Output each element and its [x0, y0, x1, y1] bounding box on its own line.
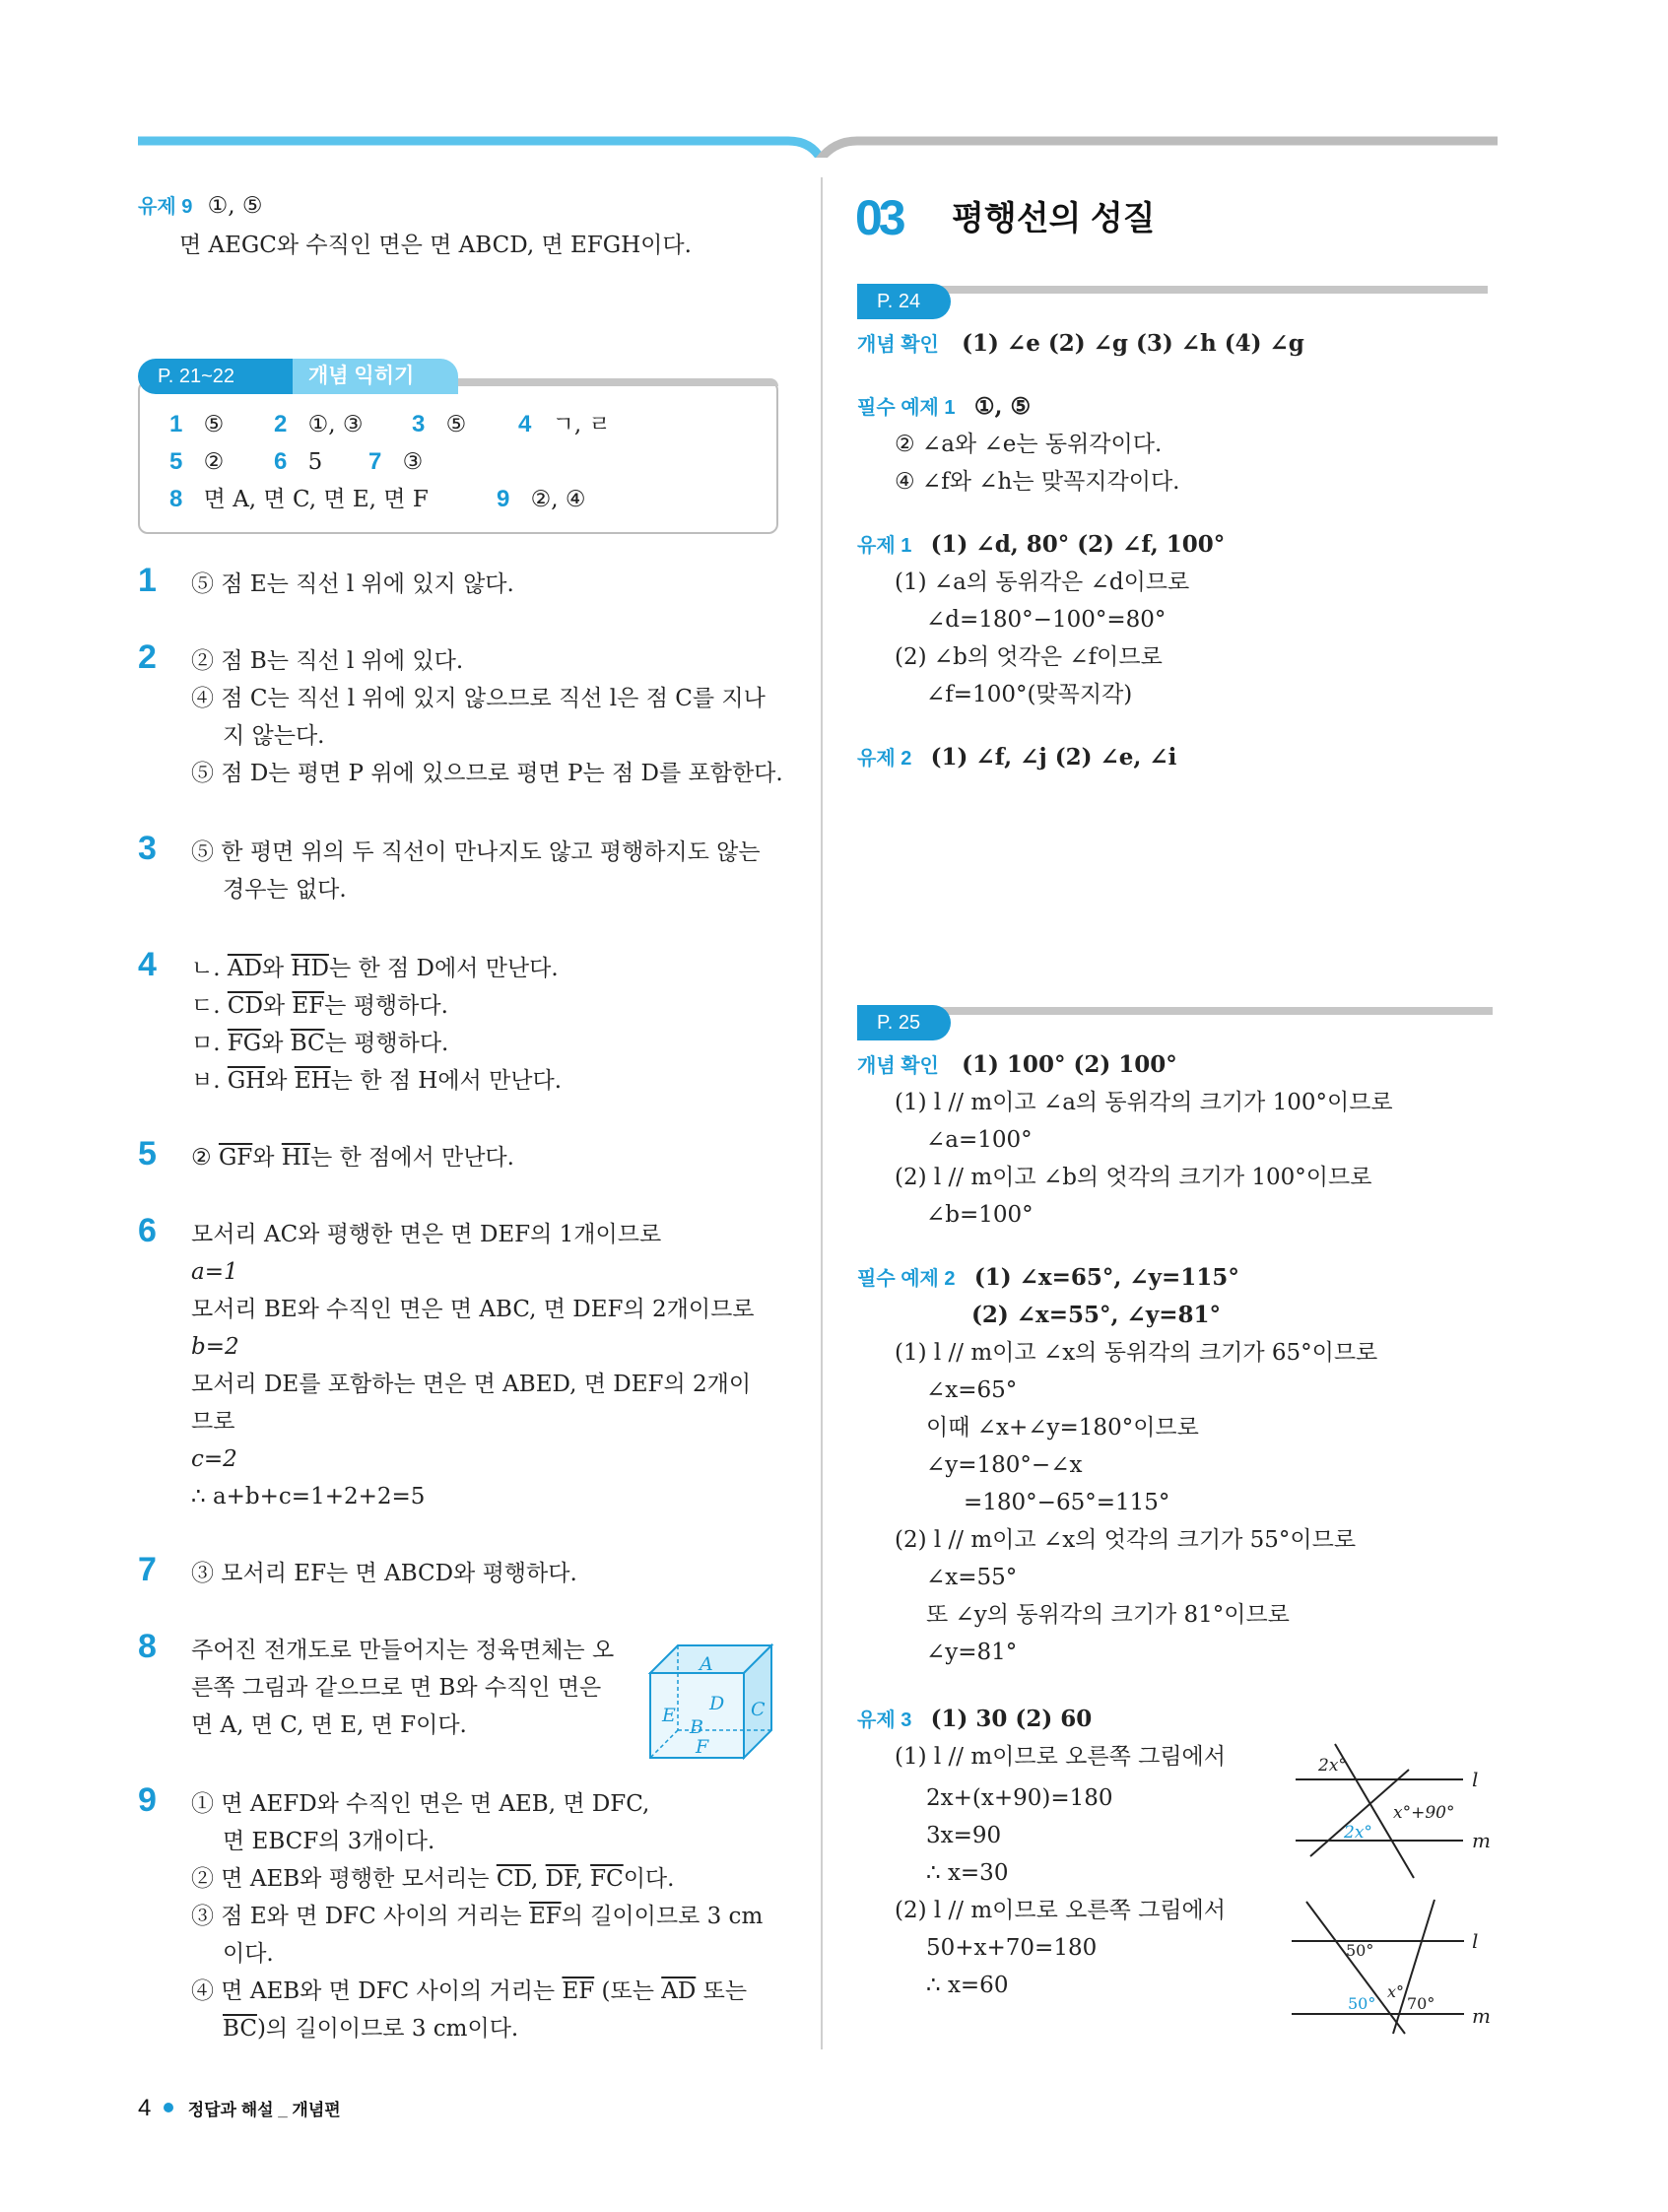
cube-figure [648, 1643, 774, 1762]
p25-concept [857, 1048, 1177, 1083]
concept-label: 개념 확인 [857, 1055, 939, 1077]
segment: $\overline{AD}$ [661, 1978, 697, 2004]
q2-line: ② 점 B는 직선 l 위에 있다. [191, 648, 464, 674]
q4-text: 는 한 점 D에서 만난다. [328, 956, 559, 981]
y9-label: 유제 9 [138, 196, 193, 218]
y9-header [138, 189, 263, 224]
question-number: 7 [138, 1551, 157, 1588]
line-label: m [1472, 2004, 1491, 2028]
practice-item-3 [412, 408, 466, 441]
y3-header [857, 1703, 1092, 1737]
practice-num: 8 [169, 486, 183, 512]
q5-marker: ② [191, 1145, 212, 1171]
segment: $\overline{FG}$ [227, 1031, 262, 1056]
line-label: m [1472, 1829, 1491, 1852]
footer [138, 2095, 341, 2122]
y2-header [857, 741, 1176, 775]
segment: $\overline{DF}$ [545, 1866, 576, 1892]
section-title: 평행선의 성질 [952, 200, 1156, 237]
y3-line: 3x=90 [926, 1823, 1002, 1848]
ex2-line: =180°−65°=115° [964, 1490, 1170, 1515]
practice-pages-pill [138, 359, 300, 394]
y3-line: (1) l // m이므로 오른쪽 그림에서 [895, 1744, 1226, 1770]
q4-line-b [191, 989, 448, 1023]
y1-line: (1) ∠a의 동위각은 ∠d이므로 [895, 570, 1190, 595]
y2-label: 유제 2 [857, 748, 912, 770]
ex2-line: 또 ∠y의 동위각의 크기가 81°이므로 [926, 1602, 1290, 1628]
segment: $\overline{EF}$ [562, 1978, 595, 2004]
y3-line: 50+x+70=180 [926, 1935, 1098, 1961]
line-symbol: $\overline{HI}$ [281, 1145, 310, 1171]
y1-answer: (1) ∠d, 80° (2) ∠f, 100° [930, 531, 1226, 558]
cube-label: D [709, 1693, 725, 1714]
y9-text: 면 AEGC와 수직인 면은 면 ABCD, 면 EFGH이다. [179, 233, 692, 258]
q2-line: 지 않는다. [223, 723, 325, 749]
cube-label: E [662, 1705, 676, 1726]
q1-line: ⑤ 점 E는 직선 l 위에 있지 않다. [191, 571, 514, 597]
q4-marker: ㄴ. [191, 956, 221, 981]
parallel-lines-figure-1 [1291, 1742, 1507, 1880]
practice-tab-label: 개념 익히기 [308, 365, 415, 387]
y1-line: ∠f=100°(맞꼭지각) [926, 682, 1133, 707]
q6-line: 모서리 BE와 수직인 면은 면 ABC, 면 DEF의 2개이므로 [191, 1297, 755, 1322]
q9-text: (또는 [594, 1978, 662, 2004]
q9-text: 의 길이이므로 3 cm [561, 1904, 764, 1929]
practice-box-topbar [453, 378, 778, 386]
parallel-lines-figure-2 [1287, 1896, 1507, 2036]
question-number: 6 [138, 1212, 157, 1249]
segment: $\overline{EH}$ [294, 1068, 331, 1094]
ex2-answer: (2) ∠x=55°, ∠y=81° [971, 1302, 1221, 1328]
section-number: 03 [855, 190, 902, 245]
q4-conj: 와 [265, 1068, 288, 1094]
page-number: 4 [138, 2095, 152, 2121]
practice-tab [293, 359, 458, 394]
q2-line: ④ 점 C는 직선 l 위에 있지 않으므로 직선 l은 점 C를 지나 [191, 686, 766, 711]
ex1-line: ② ∠a와 ∠e는 동위각이다. [895, 432, 1163, 457]
practice-ans: ② [203, 449, 225, 475]
question-number: 3 [138, 830, 157, 867]
q4-text: 는 평행하다. [324, 1031, 449, 1056]
y2-answer: (1) ∠f, ∠j (2) ∠e, ∠i [930, 744, 1177, 771]
q9-line [191, 1975, 747, 2008]
practice-ans: 면 A, 면 C, 면 E, 면 F [203, 487, 429, 512]
column-divider [821, 177, 823, 2049]
y9-answer: ①, ⑤ [207, 193, 263, 219]
q9-comma: , [531, 1866, 546, 1892]
q9-line [191, 1900, 763, 1933]
q7-line: ③ 모서리 EF는 면 ABCD와 평행하다. [191, 1561, 577, 1586]
q9-line: ① 면 AEFD와 수직인 면은 면 AEB, 면 DFC, [191, 1791, 650, 1817]
practice-num: 2 [274, 411, 288, 437]
question-number: 4 [138, 946, 157, 983]
y3-line: ∴ x=60 [926, 1973, 1009, 1998]
p25-pill-label: P. 25 [877, 1012, 921, 1034]
y1-label: 유제 1 [857, 535, 912, 557]
q6-line: c=2 [191, 1446, 237, 1472]
q4-line-a [191, 952, 559, 985]
q4-line-d [191, 1064, 562, 1098]
q5-text: 는 한 점에서 만난다. [309, 1145, 514, 1171]
segment: $\overline{GH}$ [227, 1068, 266, 1094]
line-symbol: $\overline{GF}$ [218, 1145, 253, 1171]
line-label: l [1472, 1768, 1479, 1791]
cube-label: B [690, 1716, 703, 1738]
q9-line [191, 1862, 674, 1896]
q9-line: 면 EBCF의 3개이다. [223, 1829, 435, 1854]
q5-conj: 와 [252, 1145, 275, 1171]
y3-line: (2) l // m이므로 오른쪽 그림에서 [895, 1898, 1226, 1923]
practice-num: 4 [518, 411, 532, 437]
y1-line: (2) ∠b의 엇각은 ∠f이므로 [895, 644, 1163, 670]
y3-line: ∴ x=30 [926, 1860, 1009, 1886]
q4-conj: 와 [261, 1031, 284, 1056]
q4-text: 는 한 점 H에서 만난다. [330, 1068, 563, 1094]
question-number: 9 [138, 1781, 157, 1819]
practice-item-2 [274, 408, 364, 441]
practice-row-2 [169, 445, 224, 479]
p24-pill [857, 284, 951, 319]
segment: $\overline{FC}$ [590, 1866, 624, 1892]
ex1-header [857, 390, 1031, 425]
concept-answer: (1) 100° (2) 100° [962, 1051, 1177, 1078]
practice-item-9 [497, 483, 586, 516]
footer-dot-icon [164, 2103, 173, 2112]
footer-text: 정답과 해설 _ 개념편 [187, 2101, 341, 2119]
concept-line: ∠b=100° [926, 1202, 1034, 1228]
y1-line: ∠d=180°−100°=80° [926, 607, 1167, 633]
segment: $\overline{BC}$ [290, 1031, 325, 1056]
segment: $\overline{CD}$ [227, 993, 263, 1019]
q4-line-c [191, 1027, 448, 1060]
practice-row-3 [169, 483, 429, 516]
q6-line: 므로 [191, 1409, 235, 1435]
q6-line: a=1 [191, 1259, 238, 1285]
angle-label: x° [1387, 1982, 1405, 2001]
q9-text: 이다. [623, 1866, 675, 1892]
practice-pages: P. 21~22 [158, 366, 235, 387]
practice-ans: ⑤ [445, 412, 467, 437]
line-label: l [1472, 1929, 1479, 1953]
ex2-header [857, 1261, 1239, 1296]
y1-header [857, 528, 1225, 563]
angle-label: 2x° [1318, 1756, 1347, 1776]
q3-line: ⑤ 한 평면 위의 두 직선이 만나지도 않고 평행하지도 않는 [191, 839, 761, 865]
practice-num: 9 [497, 486, 510, 512]
p24-concept [857, 327, 1304, 362]
q9-comma: , [575, 1866, 591, 1892]
y3-answer: (1) 30 (2) 60 [930, 1706, 1093, 1732]
ex2-line: (2) l // m이고 ∠x의 엇각의 크기가 55°이므로 [895, 1527, 1357, 1553]
segment: $\overline{BC}$ [223, 2016, 257, 2042]
segment: $\overline{CD}$ [496, 1866, 532, 1892]
practice-num: 7 [368, 448, 382, 475]
ex1-answer: ①, ⑤ [973, 393, 1032, 420]
cube-label: A [700, 1653, 713, 1675]
ex2-line: 이때 ∠x+∠y=180°이므로 [926, 1415, 1199, 1441]
p24-bar [887, 286, 1488, 294]
y3-label: 유제 3 [857, 1709, 912, 1731]
practice-num: 3 [412, 411, 426, 437]
question-number: 5 [138, 1135, 157, 1173]
question-number: 1 [138, 562, 157, 599]
q9-text: ④ 면 AEB와 면 DFC 사이의 거리는 [191, 1978, 563, 2004]
q3-line: 경우는 없다. [223, 877, 347, 903]
q8-line: 주어진 전개도로 만들어지는 정육면체는 오 [191, 1638, 615, 1663]
y3-line: 2x+(x+90)=180 [926, 1785, 1113, 1811]
angle-label: 70° [1407, 1994, 1435, 2013]
practice-item-7 [368, 445, 423, 479]
q9-text: ② 면 AEB와 평행한 모서리는 [191, 1866, 497, 1892]
concept-line: ∠a=100° [926, 1127, 1033, 1153]
q5-line [191, 1141, 514, 1174]
angle-label: 50° [1348, 1994, 1376, 2013]
ex2-label: 필수 예제 2 [857, 1268, 956, 1290]
q6-line: ∴ a+b+c=1+2+2=5 [191, 1484, 426, 1509]
q4-conj: 와 [261, 956, 285, 981]
segment: $\overline{EF}$ [292, 993, 325, 1019]
ex2-line: (1) l // m이고 ∠x의 동위각의 크기가 65°이므로 [895, 1340, 1378, 1366]
q9-text: )의 길이이므로 3 cm이다. [256, 2016, 519, 2042]
q4-marker: ㅁ. [191, 1031, 221, 1056]
p25-bar [887, 1007, 1493, 1015]
p24-pill-label: P. 24 [877, 291, 921, 312]
q9-line: 이다. [223, 1941, 274, 1967]
q4-text: 는 평행하다. [324, 993, 448, 1019]
q6-line: 모서리 DE를 포함하는 면은 면 ABED, 면 DEF의 2개이 [191, 1372, 752, 1397]
segment: $\overline{AD}$ [227, 956, 262, 981]
practice-ans: ⑤ [203, 412, 225, 437]
practice-ans: ②, ④ [530, 487, 586, 512]
cube-label: F [696, 1736, 709, 1758]
practice-ans: 5 [307, 449, 323, 475]
q9-text: ③ 점 E와 면 DFC 사이의 거리는 [191, 1904, 529, 1929]
ex2-line: ∠x=65° [926, 1377, 1018, 1403]
practice-num: 6 [274, 448, 288, 475]
ex2-line: ∠y=180°−∠x [926, 1452, 1083, 1478]
concept-line: (1) l // m이고 ∠a의 동위각의 크기가 100°이므로 [895, 1090, 1393, 1115]
q4-marker: ㅂ. [191, 1068, 221, 1094]
segment: $\overline{EF}$ [528, 1904, 562, 1929]
header-decoration [0, 0, 1668, 158]
p25-pill [857, 1005, 951, 1040]
ex2-line: ∠x=55° [926, 1565, 1018, 1590]
practice-item-4 [518, 408, 611, 441]
ex1-line: ④ ∠f와 ∠h는 맞꼭지각이다. [895, 469, 1180, 495]
practice-row-1 [169, 408, 224, 441]
angle-label: 50° [1346, 1941, 1374, 1960]
angle-label: 2x° [1344, 1823, 1372, 1843]
cube-label: C [751, 1699, 766, 1720]
q9-line [223, 2012, 518, 2045]
ex1-label: 필수 예제 1 [857, 397, 956, 419]
q2-line: ⑤ 점 D는 평면 P 위에 있으므로 평면 P는 점 D를 포함한다. [191, 761, 783, 786]
question-number: 8 [138, 1628, 157, 1665]
practice-ans: ③ [402, 449, 424, 475]
q9-text: 또는 [696, 1978, 748, 2004]
q8-line: 면 A, 면 C, 면 E, 면 F이다. [191, 1712, 467, 1738]
practice-ans: ①, ③ [307, 412, 364, 437]
practice-item-6 [274, 445, 322, 479]
concept-answer: (1) ∠e (2) ∠g (3) ∠h (4) ∠g [962, 330, 1304, 357]
q6-line: 모서리 AC와 평행한 면은 면 DEF의 1개이므로 [191, 1222, 662, 1247]
practice-num: 1 [169, 411, 183, 437]
q8-line: 른쪽 그림과 같으므로 면 B와 수직인 면은 [191, 1675, 602, 1701]
q4-conj: 와 [262, 993, 286, 1019]
segment: $\overline{HD}$ [291, 956, 329, 981]
angle-label: x°+90° [1393, 1803, 1455, 1823]
concept-line: (2) l // m이고 ∠b의 엇각의 크기가 100°이므로 [895, 1165, 1372, 1190]
practice-ans: ㄱ, ㄹ [552, 412, 611, 437]
ex2-line: ∠y=81° [926, 1640, 1018, 1665]
practice-num: 5 [169, 448, 183, 475]
q4-marker: ㄷ. [191, 993, 221, 1019]
concept-label: 개념 확인 [857, 334, 939, 356]
question-number: 2 [138, 638, 157, 676]
q6-line: b=2 [191, 1334, 239, 1360]
ex2-answer: (1) ∠x=65°, ∠y=115° [973, 1264, 1239, 1291]
